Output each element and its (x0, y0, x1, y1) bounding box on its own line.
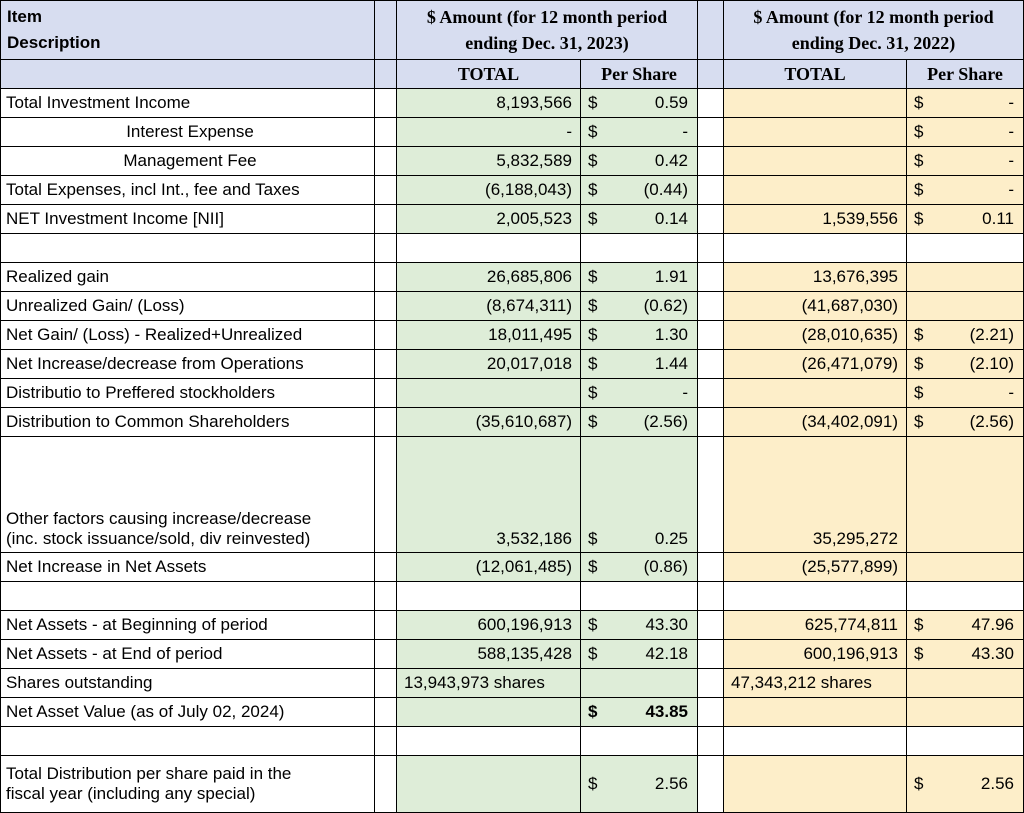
spacer-cell (375, 553, 397, 582)
empty-row (1, 727, 1024, 756)
total-2023-cell[interactable]: 13,943,973 shares (397, 669, 581, 698)
pershare-2023-cell[interactable] (581, 669, 698, 698)
empty-cell (1, 582, 375, 611)
row-label[interactable] (1, 437, 375, 553)
pershare-value: (0.86) (643, 557, 688, 576)
row-label[interactable]: Net Assets - at End of period (1, 640, 375, 669)
pershare-2022-cell[interactable] (907, 321, 1024, 350)
spacer-cell (698, 698, 724, 727)
pershare-value: - (1008, 93, 1014, 112)
table-row (1, 118, 1024, 147)
total-2022-cell[interactable]: 625,774,811 (724, 611, 907, 640)
spacer-cell (375, 756, 397, 813)
spacer-cell (698, 176, 724, 205)
currency-symbol: $ (588, 529, 598, 548)
total-2022-cell[interactable]: 35,295,272 (724, 437, 907, 553)
pershare-2022-cell[interactable] (907, 698, 1024, 727)
pershare-value: 0.42 (654, 151, 688, 170)
pershare-value: 1.44 (654, 354, 688, 373)
total-2023-cell[interactable] (397, 698, 581, 727)
empty-cell (397, 727, 581, 756)
table-row (1, 321, 1024, 350)
row-label[interactable]: NET Investment Income [NII] (1, 205, 375, 234)
pershare-2022-cell[interactable] (907, 640, 1024, 669)
total-2022-cell[interactable]: (25,577,899) (724, 553, 907, 582)
spacer-cell (375, 379, 397, 408)
pershare-2022-cell[interactable] (907, 350, 1024, 379)
table-row (1, 379, 1024, 408)
pershare-value: 43.85 (645, 702, 688, 721)
spacer-cell (698, 553, 724, 582)
spacer-cell (375, 292, 397, 321)
row-label[interactable]: Net Assets - at Beginning of period (1, 611, 375, 640)
currency-symbol: $ (588, 354, 598, 373)
currency-symbol: $ (588, 702, 598, 721)
pershare-2022-cell[interactable] (907, 176, 1024, 205)
spacer-cell (375, 611, 397, 640)
pershare-value: 43.30 (971, 644, 1014, 663)
spacer-cell (698, 756, 724, 813)
currency-symbol: $ (914, 615, 924, 634)
total-2023-cell[interactable]: 26,685,806 (397, 263, 581, 292)
pershare-value: (2.21) (969, 325, 1014, 344)
total-2022-header[interactable]: TOTAL (724, 60, 907, 89)
spacer-cell (375, 582, 397, 611)
row-label[interactable]: Net Increase in Net Assets (1, 553, 375, 582)
period-2023-header[interactable] (397, 1, 698, 60)
pershare-2022-cell[interactable] (907, 553, 1024, 582)
spacer-cell (698, 205, 724, 234)
header-row-subcolumns (1, 60, 1024, 89)
pershare-2023-cell[interactable] (581, 118, 698, 147)
pershare-2023-cell[interactable] (581, 147, 698, 176)
pershare-value: 1.30 (654, 325, 688, 344)
row-label[interactable]: Management Fee (1, 147, 375, 176)
spacer-cell (375, 176, 397, 205)
period-2022-line2: ending Dec. 31, 2022) (791, 33, 956, 53)
pershare-2023-cell[interactable] (581, 89, 698, 118)
total-2023-cell[interactable]: (35,610,687) (397, 408, 581, 437)
empty-cell (907, 234, 1024, 263)
pershare-value: 2.56 (980, 774, 1014, 793)
row-label[interactable]: Distributio to Preffered stockholders (1, 379, 375, 408)
empty-cell (581, 234, 698, 263)
row-label[interactable] (1, 756, 375, 813)
pershare-2023-cell[interactable] (581, 611, 698, 640)
total-2023-cell[interactable]: - (397, 118, 581, 147)
currency-symbol: $ (588, 296, 598, 315)
header-item-line2: Description (7, 33, 101, 52)
spacer-cell (698, 437, 724, 553)
total-2022-cell[interactable]: 600,196,913 (724, 640, 907, 669)
pershare-2022-cell[interactable] (907, 118, 1024, 147)
period-2022-header[interactable] (724, 1, 1024, 60)
currency-symbol: $ (588, 412, 598, 431)
spacer-cell (698, 582, 724, 611)
total-2022-cell[interactable] (724, 756, 907, 813)
pershare-2022-cell[interactable] (907, 147, 1024, 176)
period-2023-line2: ending Dec. 31, 2023) (465, 33, 629, 53)
pershare-value: - (1008, 383, 1014, 402)
pershare-2023-header[interactable]: Per Share (581, 60, 698, 89)
table-row (1, 408, 1024, 437)
currency-symbol: $ (588, 383, 598, 402)
period-2023-line1: $ Amount (for 12 month period (426, 7, 668, 27)
table-row (1, 263, 1024, 292)
spacer-cell (375, 205, 397, 234)
currency-symbol: $ (914, 209, 924, 228)
spacer-cell (375, 147, 397, 176)
empty-cell (907, 582, 1024, 611)
pershare-2022-header[interactable]: Per Share (907, 60, 1024, 89)
spacer-cell (375, 89, 397, 118)
row-label[interactable]: Unrealized Gain/ (Loss) (1, 292, 375, 321)
total-2022-cell[interactable] (724, 147, 907, 176)
item-description-header[interactable] (1, 1, 375, 60)
spacer-cell (375, 60, 397, 89)
total-2022-cell[interactable]: (34,402,091) (724, 408, 907, 437)
pershare-value: - (1008, 122, 1014, 141)
empty-row (1, 582, 1024, 611)
table-row (1, 350, 1024, 379)
total-2023-cell[interactable] (397, 379, 581, 408)
spacer-cell (375, 669, 397, 698)
pershare-2023-cell[interactable] (581, 408, 698, 437)
table-row (1, 553, 1024, 582)
currency-symbol: $ (914, 354, 924, 373)
total-2023-cell[interactable] (397, 756, 581, 813)
currency-symbol: $ (914, 122, 924, 141)
table-row (1, 89, 1024, 118)
total-2023-cell[interactable]: 8,193,566 (397, 89, 581, 118)
pershare-value: 43.30 (645, 615, 688, 634)
row-label[interactable]: Net Gain/ (Loss) - Realized+Unrealized (1, 321, 375, 350)
spacer-cell (698, 263, 724, 292)
pershare-value: 1.91 (654, 267, 688, 286)
pershare-value: - (1008, 180, 1014, 199)
pershare-2023-cell[interactable] (581, 756, 698, 813)
pershare-value: 0.14 (654, 209, 688, 228)
row-label[interactable]: Net Increase/decrease from Operations (1, 350, 375, 379)
pershare-value: (0.62) (643, 296, 688, 315)
pershare-2023-cell[interactable] (581, 176, 698, 205)
pershare-2022-cell[interactable] (907, 756, 1024, 813)
empty-row (1, 234, 1024, 263)
currency-symbol: $ (588, 180, 598, 199)
total-2022-cell[interactable] (724, 118, 907, 147)
pershare-value: (2.56) (643, 412, 688, 431)
pershare-2022-cell[interactable] (907, 611, 1024, 640)
pershare-2022-cell[interactable] (907, 437, 1024, 553)
total-2023-cell[interactable]: 3,532,186 (397, 437, 581, 553)
spacer-cell (698, 147, 724, 176)
currency-symbol: $ (588, 93, 598, 112)
pershare-2022-cell[interactable] (907, 292, 1024, 321)
row-label-line1: Other factors causing increase/decrease (6, 509, 312, 528)
total-2023-header[interactable]: TOTAL (397, 60, 581, 89)
row-label[interactable]: Shares outstanding (1, 669, 375, 698)
spacer-cell (698, 234, 724, 263)
pershare-value: - (1008, 151, 1014, 170)
spacer-cell (698, 1, 724, 60)
table-row (1, 437, 1024, 553)
total-2023-cell[interactable]: 18,011,495 (397, 321, 581, 350)
empty-cell (1, 234, 375, 263)
pershare-2022-cell[interactable] (907, 89, 1024, 118)
pershare-2023-cell[interactable] (581, 350, 698, 379)
pershare-value: 2.56 (654, 774, 688, 793)
spacer-cell (698, 640, 724, 669)
spacer-cell (375, 263, 397, 292)
total-2022-cell[interactable] (724, 176, 907, 205)
spacer-cell (375, 408, 397, 437)
spacer-cell (375, 321, 397, 350)
total-2022-cell[interactable]: 1,539,556 (724, 205, 907, 234)
spacer-cell (375, 234, 397, 263)
row-label[interactable]: Interest Expense (1, 118, 375, 147)
pershare-2022-cell[interactable] (907, 205, 1024, 234)
pershare-2022-cell[interactable] (907, 408, 1024, 437)
total-2023-cell[interactable]: 5,832,589 (397, 147, 581, 176)
spacer-cell (698, 292, 724, 321)
total-2023-cell[interactable]: 600,196,913 (397, 611, 581, 640)
table-row (1, 176, 1024, 205)
currency-symbol: $ (588, 122, 598, 141)
pershare-value: - (682, 122, 688, 141)
spacer-cell (375, 1, 397, 60)
row-label[interactable]: Total Investment Income (1, 89, 375, 118)
spacer-cell (375, 640, 397, 669)
currency-symbol: $ (588, 151, 598, 170)
table-row (1, 640, 1024, 669)
table-row (1, 292, 1024, 321)
row-label[interactable]: Net Asset Value (as of July 02, 2024) (1, 698, 375, 727)
table-row (1, 669, 1024, 698)
table-row (1, 698, 1024, 727)
pershare-value: 0.11 (982, 209, 1014, 228)
spacer-cell (698, 350, 724, 379)
empty-cell (1, 727, 375, 756)
spacer-cell (375, 698, 397, 727)
spacer-cell (698, 611, 724, 640)
row-label-line2: (inc. stock issuance/sold, div reinvested) (6, 529, 311, 548)
pershare-value: (0.44) (643, 180, 688, 199)
pershare-2022-cell[interactable] (907, 669, 1024, 698)
table-row (1, 756, 1024, 813)
row-label[interactable]: Total Expenses, incl Int., fee and Taxes (1, 176, 375, 205)
empty-cell (724, 234, 907, 263)
pershare-2022-cell[interactable] (907, 263, 1024, 292)
spacer-cell (698, 727, 724, 756)
pershare-2023-cell[interactable] (581, 698, 698, 727)
currency-symbol: $ (914, 151, 924, 170)
total-2022-cell[interactable]: (26,471,079) (724, 350, 907, 379)
currency-symbol: $ (914, 180, 924, 199)
period-2022-line1: $ Amount (for 12 month period (753, 7, 994, 27)
pershare-value: - (682, 383, 688, 402)
total-2023-cell[interactable]: (12,061,485) (397, 553, 581, 582)
currency-symbol: $ (914, 774, 924, 793)
pershare-2023-cell[interactable] (581, 292, 698, 321)
currency-symbol: $ (588, 644, 598, 663)
total-2022-cell[interactable]: 47,343,212 shares (724, 669, 907, 698)
total-2022-cell[interactable] (724, 698, 907, 727)
currency-symbol: $ (588, 209, 598, 228)
currency-symbol: $ (914, 383, 924, 402)
spacer-cell (375, 437, 397, 553)
spacer-cell (698, 60, 724, 89)
table-row (1, 147, 1024, 176)
spacer-cell (1, 60, 375, 89)
spacer-cell (375, 118, 397, 147)
empty-cell (724, 582, 907, 611)
currency-symbol: $ (914, 644, 924, 663)
row-label[interactable]: Distribution to Common Shareholders (1, 408, 375, 437)
pershare-2023-cell[interactable] (581, 379, 698, 408)
currency-symbol: $ (588, 615, 598, 634)
empty-cell (907, 727, 1024, 756)
row-label-line1: Total Distribution per share paid in the (6, 764, 292, 783)
spacer-cell (375, 350, 397, 379)
total-2022-cell[interactable]: 13,676,395 (724, 263, 907, 292)
currency-symbol: $ (588, 774, 598, 793)
total-2023-cell[interactable]: 588,135,428 (397, 640, 581, 669)
pershare-value: (2.10) (969, 354, 1014, 373)
empty-cell (397, 234, 581, 263)
spacer-cell (698, 321, 724, 350)
currency-symbol: $ (588, 267, 598, 286)
empty-cell (724, 727, 907, 756)
spacer-cell (698, 379, 724, 408)
total-2022-cell[interactable]: (41,687,030) (724, 292, 907, 321)
header-item-line1: Item (7, 7, 42, 26)
currency-symbol: $ (588, 557, 598, 576)
empty-cell (581, 582, 698, 611)
currency-symbol: $ (914, 412, 924, 431)
pershare-value: (2.56) (969, 412, 1014, 431)
total-2022-cell[interactable] (724, 89, 907, 118)
spacer-cell (698, 89, 724, 118)
total-2022-cell[interactable] (724, 379, 907, 408)
pershare-2023-cell[interactable] (581, 640, 698, 669)
pershare-2023-cell[interactable] (581, 553, 698, 582)
row-label-line2: fiscal year (including any special) (6, 784, 256, 803)
empty-cell (397, 582, 581, 611)
table-row (1, 611, 1024, 640)
total-2023-cell[interactable]: 2,005,523 (397, 205, 581, 234)
currency-symbol: $ (588, 325, 598, 344)
spacer-cell (375, 727, 397, 756)
row-label[interactable]: Realized gain (1, 263, 375, 292)
pershare-value: 0.25 (654, 529, 688, 548)
currency-symbol: $ (914, 325, 924, 344)
total-2022-cell[interactable]: (28,010,635) (724, 321, 907, 350)
spacer-cell (698, 408, 724, 437)
header-row-period (1, 1, 1024, 60)
empty-cell (581, 727, 698, 756)
pershare-value: 0.59 (654, 93, 688, 112)
total-2023-cell[interactable]: (8,674,311) (397, 292, 581, 321)
pershare-2022-cell[interactable] (907, 379, 1024, 408)
pershare-2023-cell[interactable] (581, 437, 698, 553)
pershare-2023-cell[interactable] (581, 263, 698, 292)
total-2023-cell[interactable]: 20,017,018 (397, 350, 581, 379)
pershare-value: 42.18 (645, 644, 688, 663)
table-row (1, 205, 1024, 234)
spacer-cell (698, 118, 724, 147)
spacer-cell (698, 669, 724, 698)
pershare-2023-cell[interactable] (581, 321, 698, 350)
pershare-value: 47.96 (971, 615, 1014, 634)
currency-symbol: $ (914, 93, 924, 112)
total-2023-cell[interactable]: (6,188,043) (397, 176, 581, 205)
pershare-2023-cell[interactable] (581, 205, 698, 234)
